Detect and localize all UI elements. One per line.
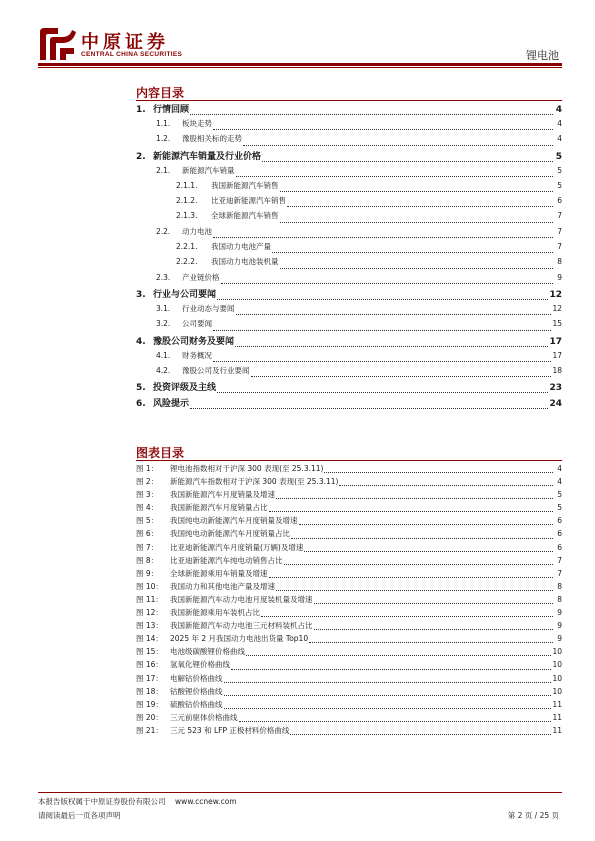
toc-entry[interactable]	[136, 180, 562, 195]
entry-label: 电解钴价格曲线	[170, 673, 223, 683]
entry-page: 17	[552, 350, 562, 360]
entry-page: 5	[555, 151, 562, 162]
toc-entry[interactable]	[136, 133, 562, 148]
footer-disclaimer: 请阅读最后一页各项声明	[38, 811, 121, 820]
toc-entry[interactable]	[136, 476, 562, 489]
entry-number: 1.	[136, 105, 146, 115]
entry-number: 图 16：	[136, 660, 163, 670]
entry-label: 财务概况	[182, 350, 212, 360]
dot-leader	[246, 655, 551, 656]
toc-entry[interactable]	[136, 102, 562, 118]
entry-page: 6	[557, 542, 562, 552]
entry-number: 2.1.2.	[176, 196, 198, 206]
dot-leader	[287, 206, 553, 207]
toc-entry[interactable]	[136, 633, 562, 646]
entry-number: 图 14：	[136, 634, 163, 644]
entry-number: 4.	[136, 336, 146, 347]
toc-entry[interactable]	[136, 226, 562, 241]
entry-label: 行业动态与要闻	[182, 303, 235, 313]
entry-number: 3.1.	[156, 303, 171, 313]
entry-page: 4	[557, 119, 562, 128]
toc-entry[interactable]	[136, 241, 562, 256]
entry-label: 比亚迪新能源汽车销售	[211, 196, 286, 206]
dot-leader	[262, 161, 553, 162]
dot-leader	[314, 603, 554, 604]
entry-number: 1.2.	[156, 134, 171, 144]
entry-number: 图 2：	[136, 477, 159, 487]
footer-website[interactable]: www.ccnew.com	[175, 797, 237, 806]
entry-number: 图 6：	[136, 529, 159, 539]
toc-title-rule	[136, 100, 562, 101]
toc-entry[interactable]	[136, 620, 562, 633]
toc-entry[interactable]	[136, 699, 562, 712]
entry-page: 7	[557, 242, 562, 252]
dot-leader	[224, 695, 552, 696]
entry-label: 三元 523 和 LFP 正极材料价格曲线	[170, 725, 290, 735]
toc-entry[interactable]	[136, 528, 562, 541]
toc-entry[interactable]	[136, 712, 562, 725]
figures-title-rule	[136, 460, 562, 461]
entry-page: 17	[549, 336, 562, 347]
entry-number: 图 20：	[136, 712, 163, 722]
entry-number: 图 12：	[136, 608, 163, 618]
entry-page: 10	[552, 673, 562, 683]
toc-entry[interactable]	[136, 149, 562, 165]
dot-leader	[217, 392, 548, 393]
toc-title: 内容目录	[136, 86, 185, 100]
toc-entry[interactable]	[136, 118, 562, 133]
dot-leader	[324, 472, 553, 473]
footer-divider	[38, 792, 562, 793]
entry-number: 4.2.	[156, 365, 171, 375]
entry-label: 比亚迪新能源汽车月度销量(万辆)及增速	[170, 542, 304, 552]
entry-label: 全球新能源乘用车销量及增速	[170, 568, 268, 578]
dot-leader	[224, 682, 552, 683]
brand-name-cn: 中原证券	[81, 32, 169, 53]
dot-leader	[190, 408, 548, 409]
entry-label: 新能源汽车销量及行业价格	[153, 151, 262, 162]
entry-label: 我国动力电池装机量	[211, 257, 279, 267]
entry-label: 比亚迪新能源汽车纯电动销售占比	[170, 555, 283, 565]
table-of-contents	[136, 102, 562, 412]
dot-leader	[221, 283, 554, 284]
entry-label: 我国动力和其他电池产量及增速	[170, 581, 275, 591]
header-divider-thin	[38, 67, 562, 68]
entry-label: 动力电池	[182, 226, 212, 236]
toc-entry[interactable]	[136, 515, 562, 528]
dot-leader	[261, 616, 553, 617]
entry-page: 5	[557, 490, 562, 500]
footer-copyright-line	[38, 796, 237, 807]
entry-page: 4	[555, 105, 562, 115]
entry-label: 我国纯电动新能源汽车月度销量及增速	[170, 516, 298, 526]
entry-number: 2.1.3.	[176, 211, 198, 221]
dot-leader	[280, 222, 554, 223]
header-divider	[38, 63, 562, 66]
entry-page: 7	[557, 226, 562, 236]
entry-number: 图 7：	[136, 542, 159, 552]
toc-entry[interactable]	[136, 581, 562, 594]
entry-page: 4	[557, 134, 562, 144]
entry-number: 图 15：	[136, 647, 163, 657]
entry-number: 4.1.	[156, 350, 171, 360]
entry-page: 6	[557, 196, 562, 206]
dot-leader	[280, 191, 554, 192]
toc-entry[interactable]	[136, 725, 562, 738]
entry-page: 10	[552, 660, 562, 670]
dot-leader	[269, 511, 554, 512]
entry-number: 6.	[136, 399, 146, 410]
dot-leader	[235, 346, 548, 347]
report-sector: 锂电池	[526, 49, 559, 62]
dot-leader	[213, 129, 553, 130]
entry-page: 11	[552, 699, 562, 709]
entry-page: 9	[557, 272, 562, 282]
entry-page: 9	[557, 608, 562, 618]
toc-entry[interactable]	[136, 165, 562, 180]
dot-leader	[280, 268, 554, 269]
toc-entry[interactable]	[136, 646, 562, 659]
entry-number: 图 8：	[136, 555, 159, 565]
entry-label: 三元前驱体价格曲线	[170, 712, 238, 722]
toc-entry[interactable]	[136, 256, 562, 271]
entry-number: 图 9：	[136, 568, 159, 578]
company-logo	[38, 26, 188, 62]
toc-entry[interactable]	[136, 303, 562, 318]
entry-label: 氢氧化锂价格曲线	[170, 660, 230, 670]
entry-page: 23	[549, 383, 562, 394]
entry-page: 7	[557, 568, 562, 578]
entry-label: 豫股公司及行业要闻	[182, 365, 250, 375]
toc-entry[interactable]	[136, 287, 562, 303]
entry-page: 9	[557, 621, 562, 631]
logo-mark-icon	[38, 26, 78, 62]
entry-page: 8	[557, 581, 562, 591]
entry-page: 6	[557, 516, 562, 526]
entry-label: 我国新能源汽车销售	[211, 180, 279, 190]
entry-label: 我国新能源汽车月度销量及增速	[170, 490, 275, 500]
entry-page: 10	[552, 647, 562, 657]
toc-entry[interactable]	[136, 463, 562, 476]
page-header	[0, 0, 595, 70]
entry-label: 2025 年 2 月我国动力电池出货量 Top10	[170, 634, 309, 644]
entry-page: 4	[557, 477, 562, 487]
entry-number: 图 17：	[136, 673, 163, 683]
dot-leader	[339, 485, 553, 486]
entry-label: 锂电池指数相对于沪深 300 表现(至 25.3.11)	[170, 464, 324, 473]
entry-page: 5	[557, 503, 562, 513]
entry-page: 12	[549, 289, 562, 300]
entry-number: 2.2.1.	[176, 242, 198, 252]
dot-leader	[213, 330, 551, 331]
entry-label: 产业链价格	[182, 272, 220, 282]
entry-label: 行情回顾	[153, 105, 190, 115]
entry-label: 电池级碳酸锂价格曲线	[170, 647, 245, 657]
entry-number: 图 10：	[136, 581, 163, 591]
dot-leader	[239, 721, 552, 722]
toc-entry[interactable]	[136, 555, 562, 568]
toc-entry[interactable]	[136, 673, 562, 686]
dot-leader	[284, 564, 554, 565]
dot-leader	[213, 237, 553, 238]
dot-leader	[251, 376, 552, 377]
entry-page: 12	[552, 303, 562, 313]
entry-number: 图 13：	[136, 621, 163, 631]
toc-entry[interactable]	[136, 334, 562, 350]
entry-number: 2.1.	[156, 165, 171, 175]
entry-page: 7	[557, 211, 562, 221]
toc-entry[interactable]	[136, 489, 562, 502]
entry-number: 图 18：	[136, 686, 163, 696]
entry-page: 10	[552, 686, 562, 696]
toc-entry[interactable]	[136, 607, 562, 620]
entry-page: 18	[552, 365, 562, 375]
toc-entry[interactable]	[136, 568, 562, 581]
entry-page: 9	[557, 634, 562, 644]
entry-label: 我国新能源汽车动力电池月度装机量及增速	[170, 594, 313, 604]
entry-number: 2.2.	[156, 226, 171, 236]
entry-number: 图 4：	[136, 503, 159, 513]
entry-number: 2.3.	[156, 272, 171, 282]
entry-page: 6	[557, 529, 562, 539]
dot-leader	[217, 299, 548, 300]
entry-label: 新能源汽车销量	[182, 165, 235, 175]
dot-leader	[213, 361, 551, 362]
entry-number: 5.	[136, 383, 146, 394]
dot-leader	[290, 734, 551, 735]
entry-page: 5	[557, 180, 562, 190]
entry-page: 11	[552, 725, 562, 735]
dot-leader	[269, 577, 554, 578]
figure-list	[136, 463, 562, 738]
dot-leader	[314, 629, 554, 630]
entry-label: 板块走势	[182, 119, 212, 128]
toc-entry[interactable]	[136, 542, 562, 555]
entry-label: 我国动力电池产量	[211, 242, 271, 252]
figures-title: 图表目录	[136, 446, 185, 460]
toc-entry[interactable]	[136, 686, 562, 699]
entry-number: 2.	[136, 151, 146, 162]
entry-number: 3.	[136, 289, 146, 300]
toc-entry[interactable]	[136, 502, 562, 515]
dot-leader	[309, 642, 553, 643]
entry-number: 2.2.2.	[176, 257, 198, 267]
entry-page: 8	[557, 594, 562, 604]
toc-entry[interactable]	[136, 272, 562, 287]
dot-leader	[291, 538, 553, 539]
entry-label: 投资评级及主线	[153, 383, 217, 394]
dot-leader	[304, 551, 553, 552]
dot-leader	[243, 145, 553, 146]
dot-leader	[236, 314, 552, 315]
entry-number: 图 19：	[136, 699, 163, 709]
entry-label: 硫酸钴价格曲线	[170, 699, 223, 709]
entry-number: 图 11：	[136, 594, 163, 604]
entry-label: 新能源汽车指数相对于沪深 300 表现(至 25.3.11)	[170, 477, 339, 487]
entry-label: 风险提示	[153, 399, 190, 410]
toc-entry[interactable]	[136, 195, 562, 210]
entry-number: 图 1：	[136, 464, 159, 473]
dot-leader	[276, 498, 553, 499]
entry-label: 我国新能源汽车月度销量占比	[170, 503, 268, 513]
entry-label: 行业与公司要闻	[153, 289, 217, 300]
dot-leader	[236, 176, 554, 177]
entry-page: 24	[549, 399, 562, 410]
toc-entry[interactable]	[136, 380, 562, 396]
toc-entry[interactable]	[136, 210, 562, 225]
footer-copyright: 本报告版权属于中原证券股份有限公司	[38, 797, 166, 806]
dot-leader	[231, 669, 551, 670]
entry-number: 图 21：	[136, 725, 163, 735]
entry-label: 全球新能源汽车销售	[211, 211, 279, 221]
toc-entry[interactable]	[136, 396, 562, 412]
entry-label: 我国新能源汽车动力电池三元材料装机占比	[170, 621, 313, 631]
toc-entry[interactable]	[136, 659, 562, 672]
entry-label: 我国新能源乘用车装机占比	[170, 608, 260, 618]
toc-entry[interactable]	[136, 594, 562, 607]
entry-page: 7	[557, 555, 562, 565]
entry-page: 4	[557, 464, 562, 473]
dot-leader	[224, 708, 552, 709]
entry-label: 钴酸锂价格曲线	[170, 686, 223, 696]
page-number: 第 2 页 / 25 页	[507, 811, 559, 820]
entry-number: 图 3：	[136, 490, 159, 500]
entry-page: 11	[552, 712, 562, 722]
entry-page: 8	[557, 257, 562, 267]
entry-number: 1.1.	[156, 119, 171, 128]
entry-label: 豫股公司财务及要闻	[153, 336, 235, 347]
entry-number: 图 5：	[136, 516, 159, 526]
toc-entry[interactable]	[136, 350, 562, 365]
entry-label: 豫股相关标的走势	[182, 134, 242, 144]
dot-leader	[299, 524, 554, 525]
entry-label: 我国纯电动新能源汽车月度销量占比	[170, 529, 290, 539]
brand-name-en: CENTRAL CHINA SECURITIES	[81, 51, 183, 58]
dot-leader	[276, 590, 553, 591]
toc-entry[interactable]	[136, 365, 562, 380]
entry-number: 2.1.1.	[176, 180, 198, 190]
entry-number: 3.2.	[156, 319, 171, 329]
entry-label: 公司要闻	[182, 319, 212, 329]
dot-leader	[190, 114, 553, 115]
entry-page: 5	[557, 165, 562, 175]
toc-entry[interactable]	[136, 318, 562, 333]
dot-leader	[272, 252, 553, 253]
entry-page: 15	[552, 319, 562, 329]
